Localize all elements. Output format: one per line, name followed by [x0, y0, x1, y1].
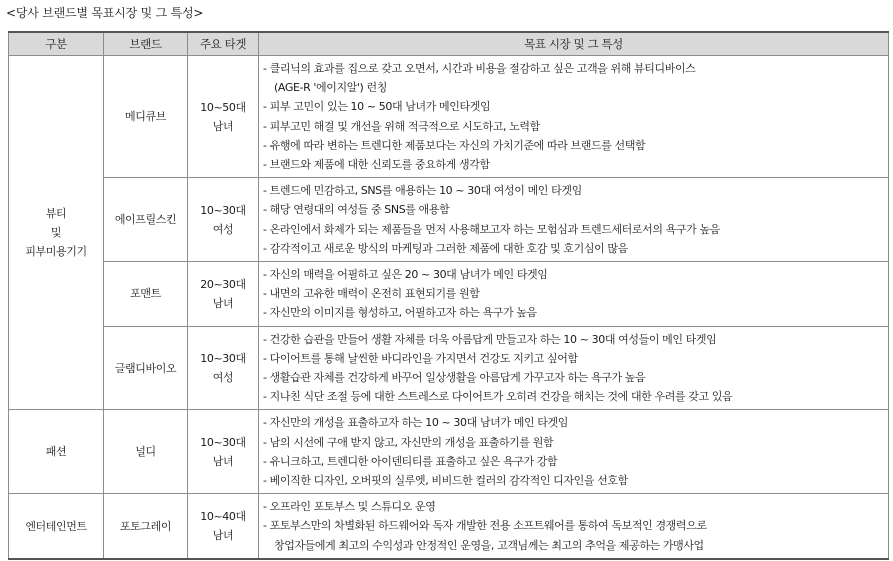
- header-category: 구분: [9, 32, 104, 56]
- target-age: 10~50대: [200, 100, 246, 114]
- brand-features: [259, 326, 889, 410]
- feature-line: - 생활습관 자체를 건강하게 바꾸어 일상생활을 아름답게 가꾸고자 하는 욕구가 높음: [263, 371, 646, 385]
- target-age: 10~40대: [200, 510, 246, 524]
- brand-features: [259, 494, 889, 559]
- header-row: [9, 32, 889, 56]
- feature-line: - 자신만의 이미지를 형성하고, 어필하고자 하는 욕구가 높음: [263, 306, 537, 320]
- brand-target: [188, 56, 259, 178]
- table-row: [9, 494, 889, 559]
- brand-name: 에이프릴스킨: [104, 178, 188, 262]
- brand-features: [259, 178, 889, 262]
- feature-line: - 피부고민 해결 및 개선을 위해 적극적으로 시도하고, 노력함: [263, 119, 540, 133]
- target-gender: 남녀: [212, 119, 234, 133]
- target-age: 10~30대: [200, 352, 246, 366]
- table-row: [9, 326, 889, 410]
- feature-line: (AGE-R '에이지알') 런칭: [274, 81, 387, 95]
- category-beauty: [9, 56, 104, 410]
- feature-line: - 오프라인 포토부스 및 스튜디오 운영: [263, 500, 436, 514]
- target-age: 10~30대: [200, 203, 246, 217]
- brand-target: [188, 494, 259, 559]
- target-age: 20~30대: [200, 277, 246, 291]
- brand-features: [259, 410, 889, 494]
- feature-line: - 자신만의 개성을 표출하고자 하는 10 ~ 30대 남녀가 메인 타겟임: [263, 416, 568, 430]
- category-beauty-line: 뷰티: [45, 207, 67, 221]
- target-gender: 여성: [212, 371, 234, 385]
- feature-line: - 지나친 식단 조절 등에 대한 스트레스로 다이어트가 오히려 건강을 해치는 것에 대한 우려를 갖고 있음: [263, 390, 733, 404]
- category-entertainment-line: 엔터테인먼트: [25, 519, 87, 533]
- feature-line: - 내면의 고유한 매력이 온전히 표현되기를 원함: [263, 287, 480, 301]
- category-fashion: [9, 410, 104, 494]
- brand-target: [188, 178, 259, 262]
- feature-line: - 해당 연령대의 여성들 중 SNS를 애용함: [263, 203, 450, 217]
- category-beauty-line: 피부미용기기: [25, 245, 87, 259]
- feature-line: - 트렌드에 민감하고, SNS를 애용하는 10 ~ 30대 여성이 메인 타겟임: [263, 184, 582, 198]
- feature-line: - 브랜드와 제품에 대한 신뢰도를 중요하게 생각함: [263, 158, 490, 172]
- brand-target: [188, 326, 259, 410]
- brand-name: 널디: [104, 410, 188, 494]
- target-gender: 남녀: [212, 454, 234, 468]
- feature-line: - 자신의 매력을 어필하고 싶은 20 ~ 30대 남녀가 메인 타겟임: [263, 268, 548, 282]
- header-brand: 브랜드: [104, 32, 188, 56]
- feature-line: - 유니크하고, 트렌디한 아이덴티티를 표출하고 싶은 욕구가 강함: [263, 454, 558, 468]
- category-entertainment: [9, 494, 104, 559]
- table-caption: <당사 브랜드별 목표시장 및 그 특성>: [6, 6, 204, 20]
- feature-line: - 감각적이고 새로운 방식의 마케팅과 그러한 제품에 대한 호감 및 호기심이 많음: [263, 241, 628, 255]
- target-age: 10~30대: [200, 435, 246, 449]
- table-row: [9, 178, 889, 262]
- feature-line: - 유행에 따라 변하는 트렌디한 제품보다는 자신의 가치기준에 따라 브랜드를 선택함: [263, 138, 646, 152]
- feature-line: - 건강한 습관을 만들어 생활 자체를 더욱 아름답게 만들고자 하는 10 ~ 30대 여성들이 메인 타겟임: [263, 332, 717, 346]
- table-row: [9, 56, 889, 178]
- brand-target: [188, 262, 259, 327]
- feature-line: - 피부 고민이 있는 10 ~ 50대 남녀가 메인타겟임: [263, 100, 491, 114]
- target-gender: 남녀: [212, 296, 234, 310]
- brand-target-market-table: [8, 31, 889, 560]
- feature-line: 창업자들에게 최고의 수익성과 안정적인 운영을, 고객님께는 최고의 추억을 제공하는 가맹사업: [274, 538, 704, 552]
- header-main-target: 주요 타겟: [188, 32, 259, 56]
- brand-name: 메디큐브: [104, 56, 188, 178]
- brand-name: 포맨트: [104, 262, 188, 327]
- brand-name: 포토그레이: [104, 494, 188, 559]
- feature-line: - 클리닉의 효과를 집으로 갖고 오면서, 시간과 비용을 절감하고 싶은 고객을 위해 뷰티디바이스: [263, 62, 696, 75]
- brand-features: [259, 56, 889, 178]
- table-row: [9, 410, 889, 494]
- target-gender: 여성: [212, 222, 234, 236]
- feature-line: - 온라인에서 화제가 되는 제품들을 먼저 사용해보고자 하는 모험심과 트렌드세터로서의 욕구가 높음: [263, 222, 720, 236]
- brand-target: [188, 410, 259, 494]
- category-beauty-line: 및: [50, 226, 62, 240]
- feature-line: - 베이직한 디자인, 오버핏의 실루엣, 비비드한 컬러의 감각적인 디자인을 선호함: [263, 474, 628, 488]
- feature-line: - 남의 시선에 구애 받지 않고, 자신만의 개성을 표출하기를 원함: [263, 435, 554, 449]
- target-gender: 남녀: [212, 529, 234, 543]
- feature-line: - 다이어트를 통해 날씬한 바디라인을 가지면서 건강도 지키고 싶어함: [263, 351, 578, 365]
- brand-name: 글램디바이오: [104, 326, 188, 410]
- category-fashion-line: 패션: [45, 445, 67, 459]
- feature-line: - 포토부스만의 차별화된 하드웨어와 독자 개발한 전용 소프트웨어를 통하여 독보적인 경쟁력으로: [263, 519, 707, 533]
- header-market-characteristics: 목표 시장 및 그 특성: [259, 32, 889, 56]
- brand-features: [259, 262, 889, 327]
- table-row: [9, 262, 889, 327]
